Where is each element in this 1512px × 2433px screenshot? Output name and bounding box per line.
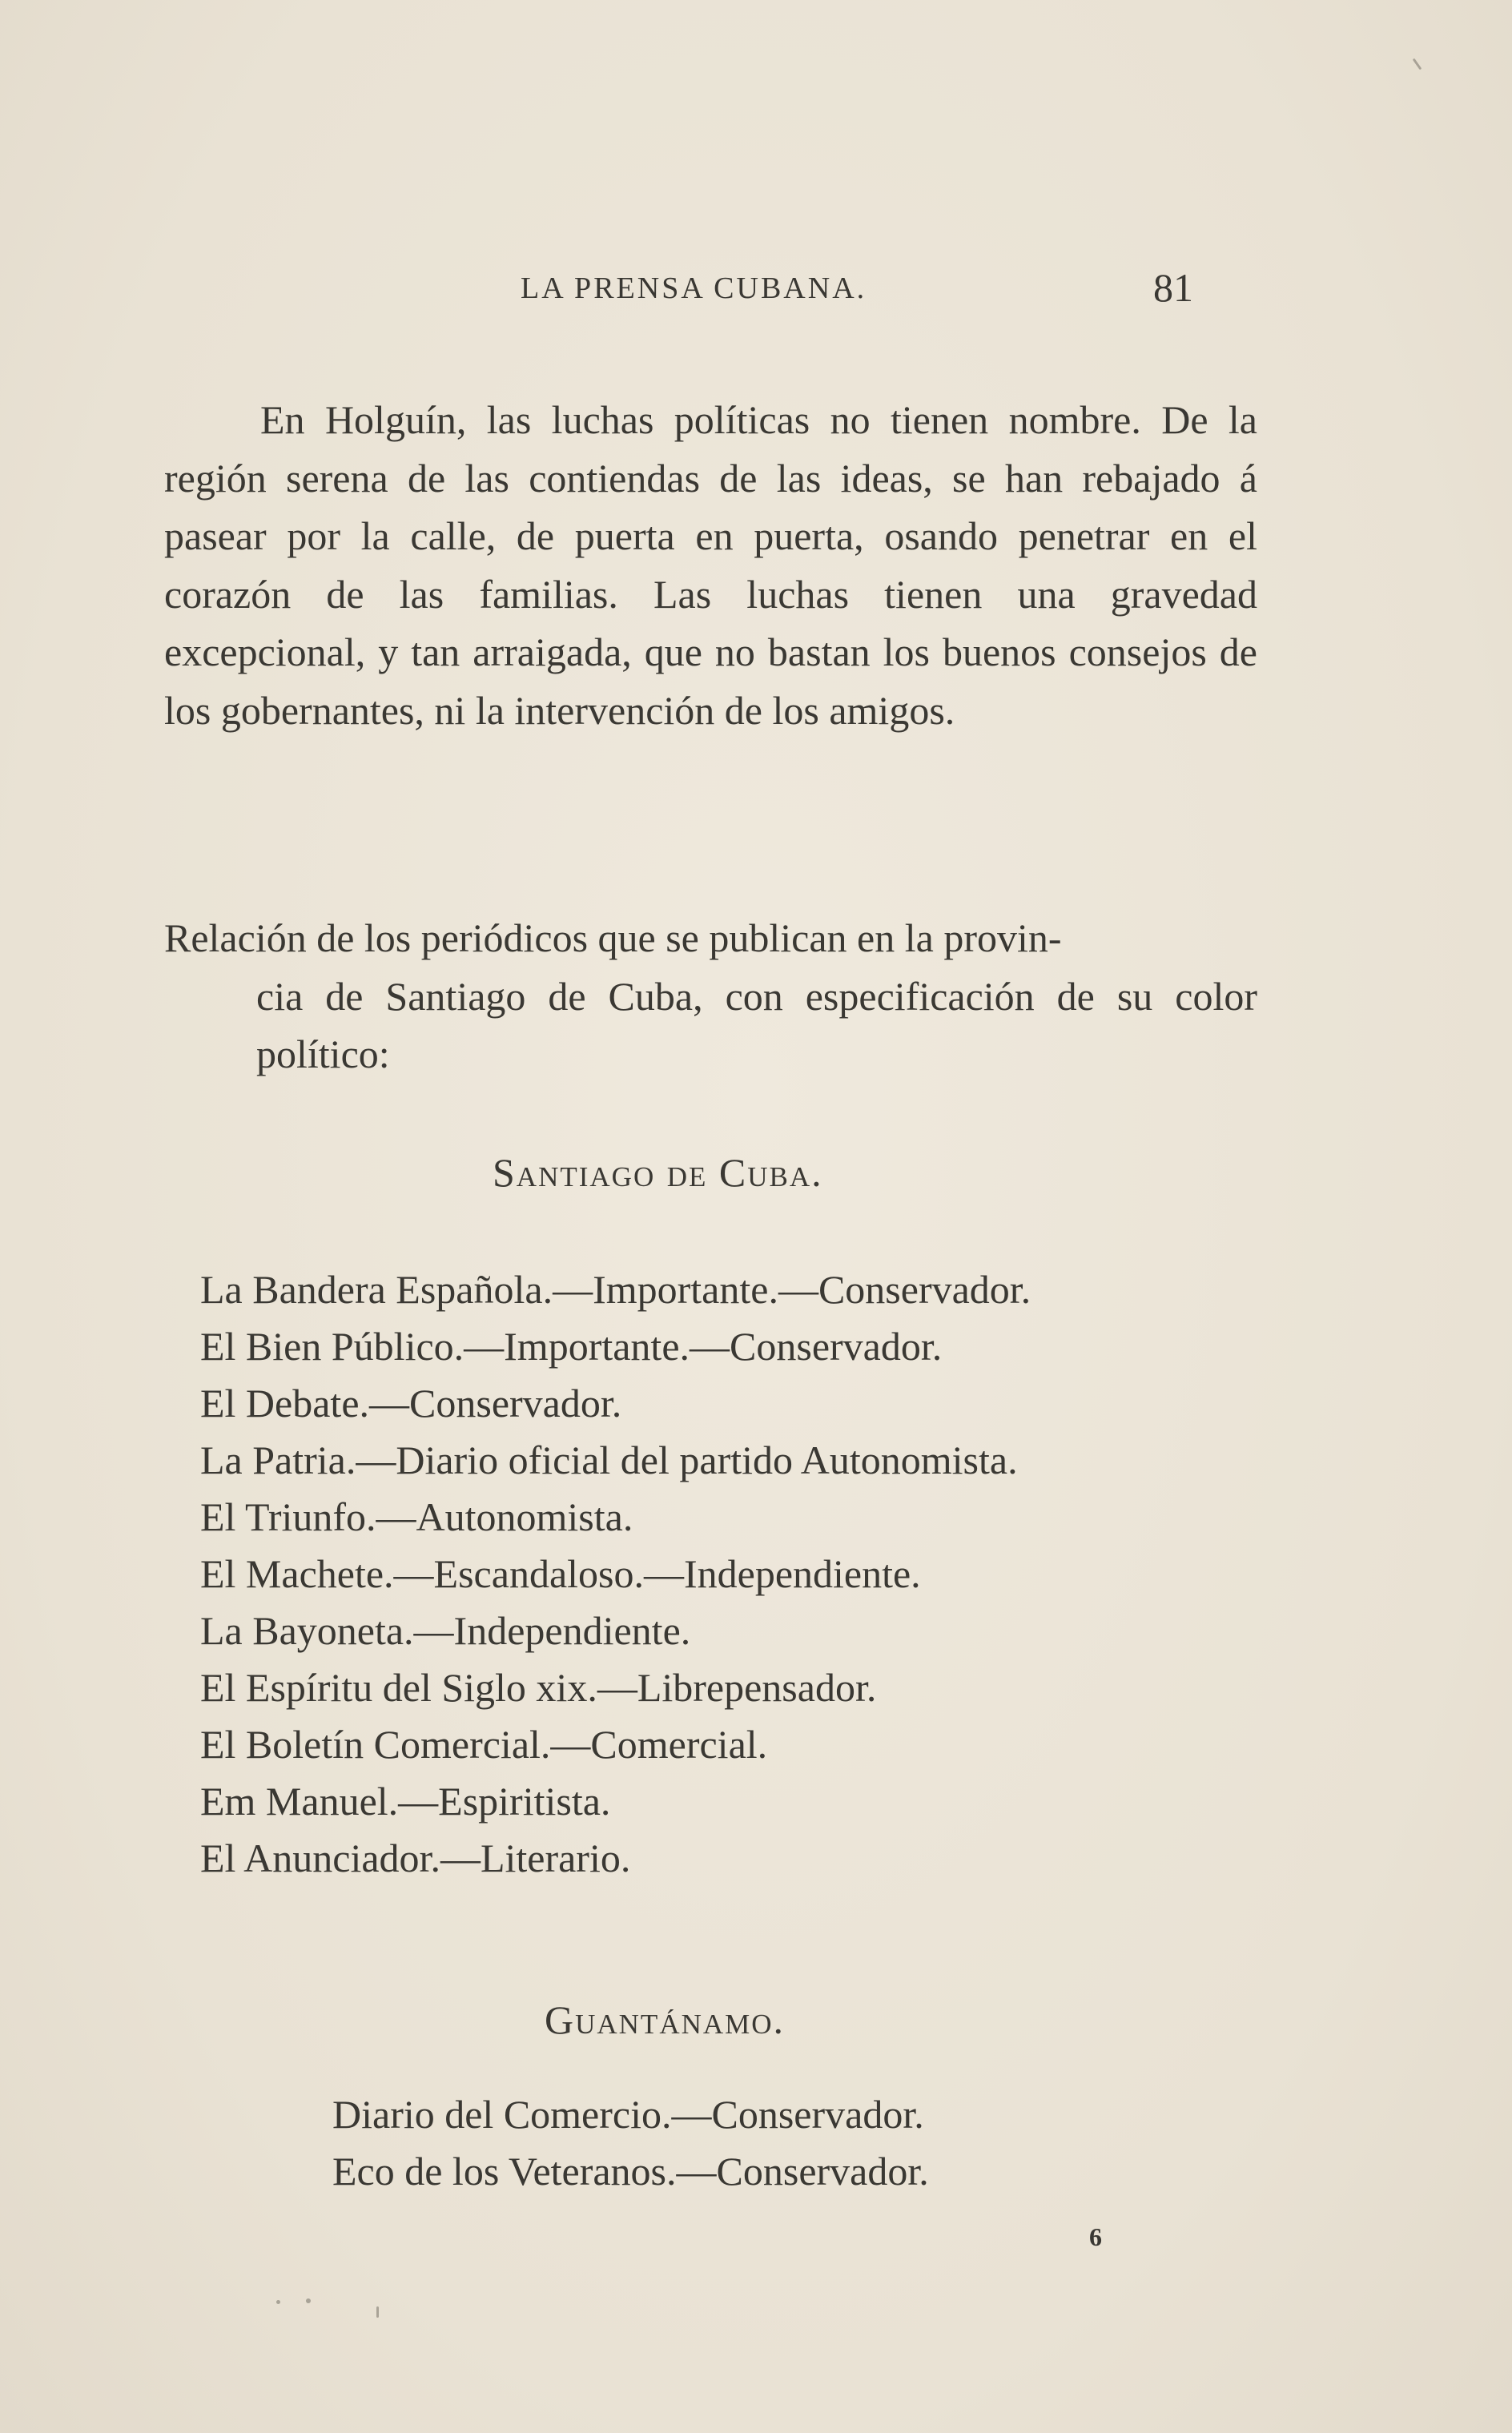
list-item: El Anunciador.—Literario. — [200, 1836, 631, 1880]
list-item: Eco de los Veteranos.—Conservador. — [332, 2149, 929, 2194]
ink-speck — [1413, 58, 1422, 70]
list-item: El Triunfo.—Autonomista. — [200, 1494, 633, 1539]
list-item: Em Manuel.—Espiritista. — [200, 1779, 611, 1824]
paragraph-relacion-rest: cia de Santiago de Cuba, con especificación de su color político: — [256, 973, 1257, 1076]
list-item: El Bien Público.—Importante.—Conservador. — [200, 1324, 943, 1369]
list-item: La Bandera Española.—Importante.—Conservador. — [200, 1267, 1031, 1312]
list-item: La Bayoneta.—Independiente. — [200, 1608, 691, 1653]
ink-speck — [376, 2306, 379, 2318]
paragraph-relacion — [164, 909, 1257, 1084]
list-item: El Machete.—Escandaloso.—Independiente. — [200, 1551, 921, 1596]
ink-speck — [306, 2298, 311, 2303]
running-title: LA PRENSA CUBANA. — [521, 271, 867, 305]
list-item: El Espíritu del Siglo xix.—Librepensador. — [200, 1665, 877, 1710]
paragraph-holguin: En Holguín, las luchas políticas no tienen nombre. De la región serena de las contiendas de las ideas, se han rebajado á pasear por la calle, de puerta en puerta, osando penetrar en el corazón de las familias. Las luchas tienen una gravedad excepcional, y tan arraigada, que no bastan los buenos consejos de los gobernantes, ni la intervención de los amigos. — [164, 397, 1257, 733]
section-heading-guantanamo: Guantánamo. — [545, 1997, 786, 2042]
list-item: El Debate.—Conservador. — [200, 1381, 622, 1426]
newspaper-list-guantanamo — [332, 2086, 929, 2200]
ink-speck — [276, 2300, 280, 2304]
paragraph-relacion-first-line: Relación de los periódicos que se publican en la provin- — [164, 915, 1062, 960]
list-item: Diario del Comercio.—Conservador. — [332, 2092, 924, 2137]
list-item: El Boletín Comercial.—Comercial. — [200, 1722, 768, 1767]
newspaper-list-santiago — [200, 1261, 1031, 1887]
list-item: La Patria.—Diario oficial del partido Autonomista. — [200, 1438, 1018, 1482]
section-heading-santiago: Santiago de Cuba. — [493, 1150, 823, 1195]
signature-mark: 6 — [1089, 2222, 1102, 2251]
page-number: 81 — [1153, 265, 1193, 310]
